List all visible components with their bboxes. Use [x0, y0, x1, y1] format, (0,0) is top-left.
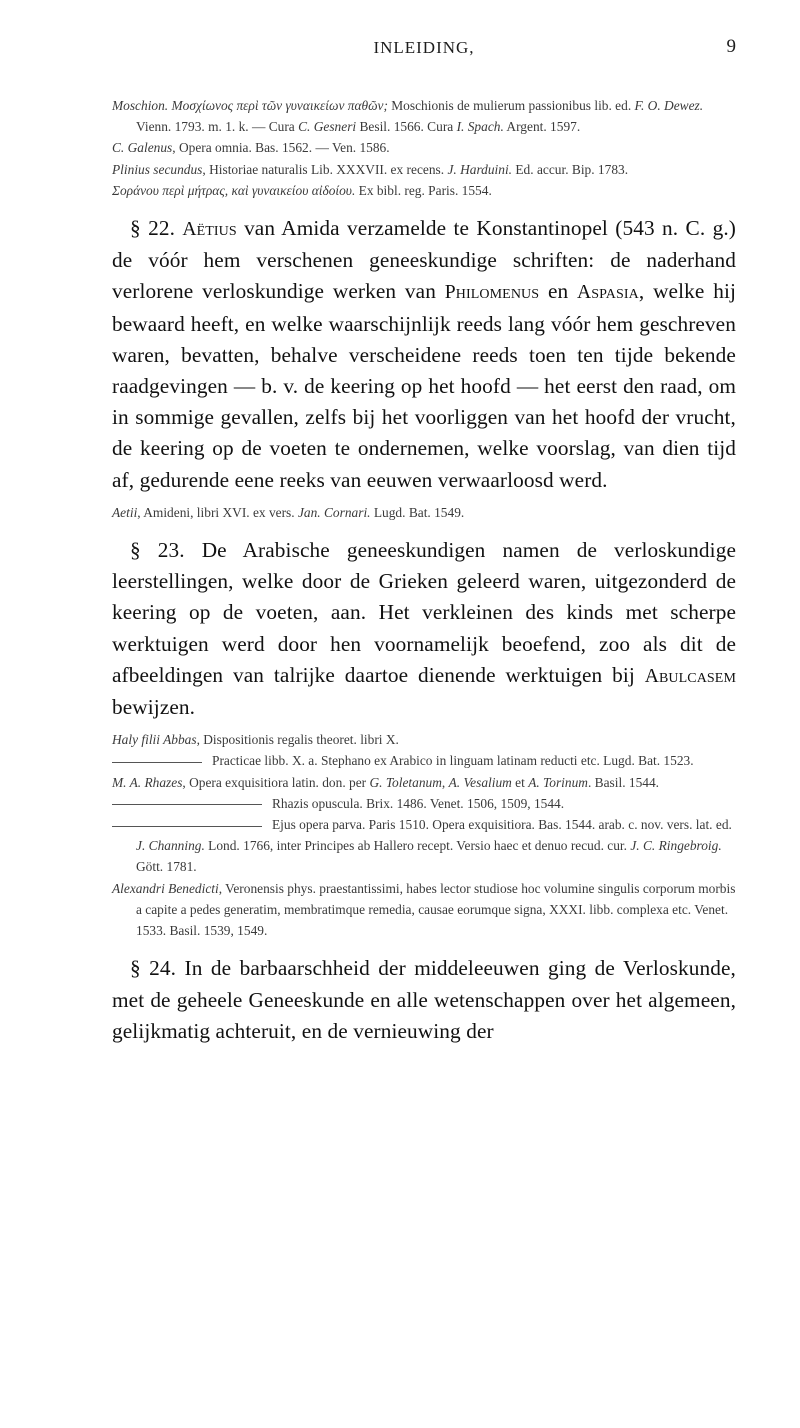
italic-citation-text: C. Galenus — [112, 140, 173, 156]
text-run: Ejus opera parva. Paris 1510. Opera exquisitiora. Bas. 1544. arab. c. nov. vers. lat. ed. — [272, 817, 732, 833]
section-22-paragraph — [112, 213, 736, 496]
references-section-23 — [112, 729, 736, 941]
italic-citation-text: Σοράνου περὶ μήτρας, καὶ γυναικείου αἰδοίου. — [112, 182, 356, 198]
text-run: , Opera exquisitiora latin. don. per — [182, 774, 370, 790]
section-24-paragraph — [112, 953, 736, 1047]
text-run: , Dispositionis regalis theoret. libri X. — [196, 732, 399, 748]
book-page — [112, 0, 736, 1053]
text-run: Practicae libb. X. a. Stephano ex Arabico in linguam latinam reducti etc. Lugd. Bat. 1523. — [212, 753, 694, 769]
text-run: , welke hij bewaard heeft, en welke waarschijnlijk reeds lang vóór hem geschreven waren, bevatten, behalve verscheidene reeds toen ten tijde bekende raadgevingen — b. v. de keering op het hoofd — het eerst den raad, om in sommige gevallen, zelfs bij het voorliggen van het hoofd der vrucht, de keering op de voeten te ondernemen, welke voorslag, van dien tijd af, gedurende eene reeks van eeuwen verwaarloosd werd. — [112, 279, 736, 492]
ditto-dash — [112, 762, 202, 763]
italic-citation-text: M. A. Rhazes — [112, 774, 183, 790]
text-run: Vienn. 1793. m. 1. k. — Cura — [136, 119, 299, 135]
text-run: § 22. — [130, 216, 183, 241]
section-23-paragraph — [112, 535, 736, 723]
italic-citation-text: C. Gesneri — [298, 119, 357, 135]
author-name: Aëtius — [182, 219, 237, 241]
text-run: , Opera omnia. Bas. 1562. — Ven. 1586. — [172, 140, 390, 156]
text-run: van Amida verzamelde te Konstantinopel (543 n. C. g.) de vóór hem verschenen geneeskundige schriften: de naderhand verlorene verloskundige werken van — [112, 216, 736, 304]
italic-citation-text: Aetii — [112, 504, 138, 520]
page-header — [112, 0, 736, 95]
text-run: , — [441, 774, 449, 790]
references-section-22 — [112, 502, 736, 523]
text-run: en — [539, 279, 578, 304]
text-run: . Basil. 1544. — [587, 774, 660, 790]
text-run: et — [511, 774, 529, 790]
text-run: bewijzen. — [112, 695, 196, 720]
text-run: Gött. 1781. — [136, 859, 197, 875]
italic-citation-text: I. Spach. — [456, 119, 504, 135]
text-run: Moschionis de mulierum passionibus lib. ed. — [387, 98, 635, 113]
ditto-dash — [112, 826, 262, 827]
italic-citation-text: Jan. Cornari. — [297, 504, 371, 520]
reference-entry — [112, 137, 736, 158]
reference-entry — [112, 750, 736, 771]
text-run: Ed. accur. Bip. 1783. — [512, 161, 629, 177]
italic-citation-text: F. O. Dewez. — [634, 98, 704, 113]
italic-citation-text: G. Toletanum — [369, 774, 442, 790]
reference-entry — [112, 729, 736, 750]
reference-entry — [112, 159, 736, 180]
text-run: Argent. 1597. — [503, 119, 581, 135]
text-run: § 23. De Arabische geneeskundigen namen de verloskundige leerstellingen, welke door de Grieken geleerd waren, uitgezonderd de keering op de voeten, aan. Het verkleinen des kinds met scherpe werktuigen werd door hen voornamelijk beoefend, zoo als dit de afbeeldingen van talrijke daartoe dienende werktuigen bij — [112, 538, 736, 687]
reference-entry — [112, 502, 736, 523]
text-run: , Amideni, libri XVI. ex vers. — [137, 504, 298, 520]
italic-citation-text: J. C. Ringebroig. — [630, 838, 722, 854]
page-number: 9 — [726, 36, 736, 57]
text-run: § 24. In de barbaarschheid der middeleeuwen ging de Verloskunde, met de geheele Geneeskunde en alle wetenschappen over het algemeen, gelijkmatig achteruit, en de vernieuwing der — [112, 956, 736, 1043]
reference-entry — [112, 793, 736, 814]
italic-citation-text: Plinius secundus — [112, 161, 203, 177]
italic-citation-text: A. Torinum — [528, 774, 588, 790]
text-run: Lugd. Bat. 1549. — [370, 504, 465, 520]
text-run: Rhazis opuscula. Brix. 1486. Venet. 1506, 1509, 1544. — [272, 795, 565, 811]
text-run: Besil. 1566. Cura — [356, 119, 457, 135]
reference-entry — [112, 180, 736, 201]
italic-citation-text: J. Harduini. — [447, 161, 513, 177]
italic-citation-text: Moschion. Μοσχίωνος περὶ τῶν γυναικείων παθῶν; — [112, 98, 388, 113]
italic-citation-text: A. Vesalium — [448, 774, 512, 790]
reference-entry — [112, 814, 736, 878]
italic-citation-text: Alexandri Benedicti — [112, 880, 219, 896]
author-name: Aspasia — [577, 282, 639, 304]
author-name: Philomenus — [444, 282, 540, 304]
references-top — [112, 95, 736, 201]
italic-citation-text: Haly filii Abbas — [112, 732, 197, 748]
author-name: Abulcasem — [644, 665, 736, 687]
reference-entry — [112, 772, 736, 793]
reference-entry — [112, 95, 736, 137]
text-run: Lond. 1766, inter Principes ab Hallero recept. Versio haec et denuo recud. cur. — [204, 838, 631, 854]
text-run: Ex bibl. reg. Paris. 1554. — [355, 182, 492, 198]
italic-citation-text: J. Channing. — [136, 838, 205, 854]
text-run: , Historiae naturalis Lib. XXXVII. ex recens. — [202, 161, 448, 177]
ditto-dash — [112, 804, 262, 805]
text-run: , Veronensis phys. praestantissimi, habes lector studiose hoc volumine singulis corporum morbis a capite a pedes generatim, membratimque remedia, causae eorumque signa, XXXI. libb. complexa etc. Venet. 1533. Basil. 1539, 1549. — [136, 880, 736, 939]
reference-entry — [112, 878, 736, 942]
running-head: INLEIDING, — [373, 38, 475, 57]
